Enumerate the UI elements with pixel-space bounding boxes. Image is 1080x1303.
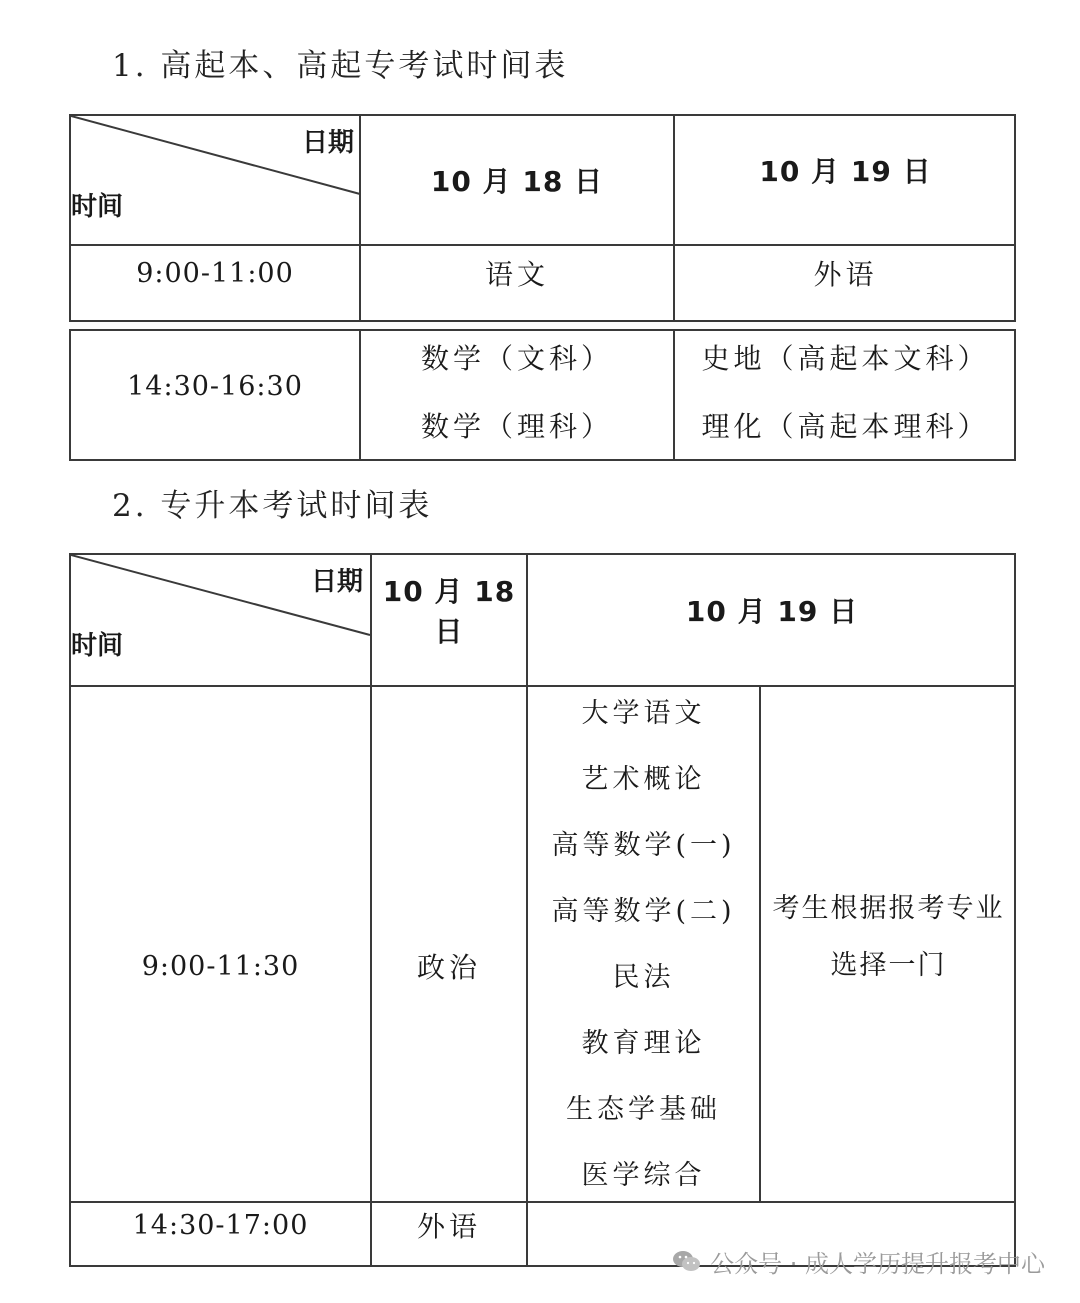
subject-item: 教育理论 [581, 1028, 706, 1059]
schedule-table-1-top [69, 114, 1016, 322]
subject-cell [675, 331, 1016, 459]
date-label: 日期 [301, 128, 354, 158]
subject-item: 艺术概论 [581, 764, 706, 795]
schedule-table-1-bottom [69, 329, 1016, 461]
subject-item: 高等数学(一) [551, 830, 736, 861]
subject-cell [675, 246, 1016, 300]
date-label: 日期 [311, 567, 364, 597]
schedule-table-2 [69, 553, 1016, 1267]
subject-cell: 政治 [416, 951, 481, 984]
subject-item: 高等数学(二) [551, 896, 736, 927]
subject-item: 史地（高起本文科） [701, 342, 990, 375]
subject-item: 语文 [484, 258, 549, 291]
subject-cell [361, 331, 673, 459]
subject-item: 数学（理科） [420, 410, 613, 443]
subject-cell [528, 1203, 1016, 1247]
wechat-icon [672, 1249, 702, 1275]
selection-note [761, 687, 1016, 1201]
subject-cell: 外语 [416, 1210, 481, 1243]
time-slot: 14:30-16:30 [127, 370, 303, 402]
subject-cell [361, 246, 673, 300]
subject-item: 生态学基础 [566, 1094, 721, 1125]
watermark-text: 公众号 · 成人学历提升报考中心 [710, 1250, 1045, 1278]
section2-heading: 2. 专升本考试时间表 [112, 488, 433, 524]
note-line: 考生根据报考专业 [772, 893, 1005, 924]
section1-heading: 1. 高起本、高起专考试时间表 [112, 48, 569, 84]
subject-item: 数学（文科） [420, 342, 613, 375]
time-label: 时间 [71, 192, 124, 222]
subject-item: 外语 [813, 258, 878, 291]
subject-item: 大学语文 [581, 698, 706, 729]
date-header-day1: 10 月 18 日 [430, 165, 604, 198]
watermark [672, 1244, 1045, 1279]
note-line: 选择一门 [830, 950, 947, 981]
subject-item: 医学综合 [581, 1160, 706, 1191]
date-header-day2: 10 月 19 日 [759, 155, 932, 188]
time-slot: 14:30-17:00 [132, 1209, 309, 1241]
subject-item: 民法 [612, 962, 675, 993]
time-label: 时间 [71, 631, 124, 661]
time-slot: 9:00-11:30 [141, 950, 300, 982]
subject-item: 理化（高起本理科） [701, 410, 990, 443]
date-header-day1: 10 月 18 日 [382, 575, 516, 648]
date-header-day2: 10 月 19 日 [685, 595, 859, 628]
subject-list [528, 687, 759, 1201]
time-slot: 9:00-11:00 [136, 257, 294, 289]
